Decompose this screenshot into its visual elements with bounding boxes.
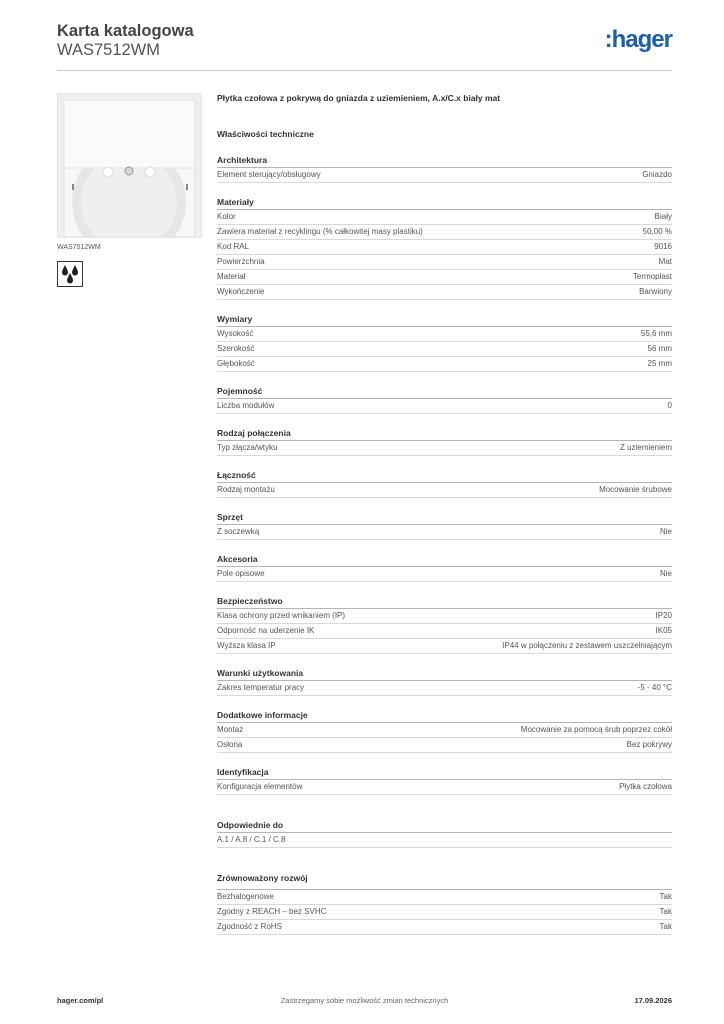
spec-label: Konfiguracja elementów [217, 782, 303, 791]
spec-value: Gniazdo [642, 170, 672, 179]
spec-row [217, 681, 672, 696]
spec-value: IP20 [655, 611, 672, 620]
spec-value: Biały [654, 212, 672, 221]
spec-group [217, 710, 672, 753]
spec-value: -5 - 40 °C [637, 683, 672, 692]
spec-row [217, 285, 672, 300]
spec-row [217, 833, 672, 848]
ip-drops-icon [57, 261, 83, 287]
group-title: Rodzaj połączenia [217, 428, 672, 441]
group-title: Pojemność [217, 386, 672, 399]
spec-value: Płytka czołowa [619, 782, 672, 791]
footer-disclaimer: Zastrzegamy sobie możliwość zmian technicznych [280, 996, 449, 1005]
spec-row [217, 270, 672, 285]
spec-value: Tak [659, 892, 672, 901]
spec-label: Materiał [217, 272, 246, 281]
spec-label: Zawiera materiał z recyklingu (% całkowitej masy plastiku) [217, 227, 423, 236]
spec-label: Zgodny z REACH – bez SVHC [217, 907, 327, 916]
spec-row [217, 624, 672, 639]
spec-value: Tak [659, 922, 672, 931]
spec-label: Kod RAL [217, 242, 250, 251]
spec-label: Głębokość [217, 359, 255, 368]
spec-label: Wyższa klasa IP [217, 641, 276, 650]
spec-value: Nie [659, 569, 672, 578]
spec-label: Z soczewką [217, 527, 260, 536]
spec-group [217, 596, 672, 654]
spec-value: IP44 w połączeniu z zestawem uszczelniającym [502, 641, 672, 650]
product-name: Płytka czołowa z pokrywą do gniazda z uziemieniem, A.x/C.x biały mat [217, 93, 501, 103]
spec-value: Tak [659, 907, 672, 916]
spec-value: 0 [667, 401, 672, 410]
spec-label: Kolor [217, 212, 236, 221]
spec-row [217, 225, 672, 240]
spec-value: IK05 [655, 626, 672, 635]
spec-value: 9016 [654, 242, 672, 251]
spec-label: Odporność na uderzenie IK [217, 626, 315, 635]
spec-value: Barwiony [639, 287, 672, 296]
spec-label: Osłona [217, 740, 243, 749]
product-image [57, 93, 202, 238]
group-title: Dodatkowe informacje [217, 710, 672, 723]
group-title: Wymiary [217, 314, 672, 327]
spec-row [217, 342, 672, 357]
spec-row [217, 168, 672, 183]
spec-value: 56 mm [647, 344, 672, 353]
spec-row [217, 905, 672, 920]
spec-value: 50,00 % [642, 227, 672, 236]
spec-row [217, 327, 672, 342]
spec-row [217, 920, 672, 935]
spec-group [217, 470, 672, 498]
group-title: Warunki użytkowania [217, 668, 672, 681]
spec-label: A.1 / A.8 / C.1 / C.8 [217, 835, 286, 844]
spec-row [217, 441, 672, 456]
group-title: Sprzęt [217, 512, 672, 525]
page-header [57, 20, 672, 71]
spec-value: Bez pokrywy [626, 740, 672, 749]
spec-label: Zgodność z RoHS [217, 922, 282, 931]
doc-code: WAS7512WM [57, 41, 160, 59]
doc-title: Karta katalogowa [57, 22, 194, 40]
group-suitable [217, 820, 672, 848]
spec-group [217, 197, 672, 300]
group-title: Akcesoria [217, 554, 672, 567]
group-title: Bezpieczeństwo [217, 596, 672, 609]
spec-label: Bezhalogenowe [217, 892, 274, 901]
left-column [57, 93, 202, 287]
spec-label: Zakres temperatur pracy [217, 683, 305, 692]
footer-website-link[interactable]: hager.com/pl [57, 996, 104, 1005]
spec-value: 25 mm [647, 359, 672, 368]
group-title: Identyfikacja [217, 767, 672, 780]
spec-group [217, 314, 672, 372]
group-title: Materiały [217, 197, 672, 210]
spec-row [217, 240, 672, 255]
section-title: Właściwości techniczne [217, 129, 314, 139]
spec-row [217, 609, 672, 624]
spec-label: Szerokość [217, 344, 255, 353]
spec-row [217, 639, 672, 654]
spec-group [217, 767, 672, 795]
spec-row [217, 399, 672, 414]
spec-row [217, 780, 672, 795]
spec-value: Mocowanie śrubowe [599, 485, 672, 494]
spec-value: 55,6 mm [640, 329, 672, 338]
spec-label: Rodzaj montażu [217, 485, 275, 494]
hager-logo: :hager [604, 26, 672, 53]
spec-row [217, 890, 672, 905]
group-title: Zrównoważony rozwój [217, 873, 672, 890]
spec-group [217, 512, 672, 540]
spec-label: Klasa ochrony przed wnikaniem (IP) [217, 611, 346, 620]
spec-label: Wysokość [217, 329, 254, 338]
spec-groups [217, 155, 672, 795]
spec-value: Mat [658, 257, 672, 266]
spec-group [217, 386, 672, 414]
spec-group [217, 554, 672, 582]
spec-label: Pole opisowe [217, 569, 265, 578]
image-caption: WAS7512WM [57, 244, 101, 251]
spec-row [217, 525, 672, 540]
spec-column [217, 93, 672, 935]
group-title: Architektura [217, 155, 672, 168]
spec-row [217, 357, 672, 372]
spec-label: Powierzchnia [217, 257, 265, 266]
spec-label: Element sterujący/obsługowy [217, 170, 321, 179]
group-title: Odpowiednie do [217, 820, 672, 833]
spec-group [217, 668, 672, 696]
spec-group [217, 155, 672, 183]
footer-date: 17.09.2026 [634, 996, 672, 1005]
spec-row [217, 723, 672, 738]
spec-label: Montaż [217, 725, 244, 734]
spec-value: Termoplast [632, 272, 672, 281]
spec-value: Z uziemieniem [619, 443, 672, 452]
spec-row [217, 483, 672, 498]
group-title: Łączność [217, 470, 672, 483]
spec-row [217, 738, 672, 753]
spec-row [217, 255, 672, 270]
spec-label: Liczba modułów [217, 401, 275, 410]
spec-row [217, 567, 672, 582]
spec-label: Wykończenie [217, 287, 265, 296]
group-sustainability [217, 873, 672, 935]
spec-value: Nie [659, 527, 672, 536]
spec-value: Mocowanie za pomocą śrub poprzez cokół [520, 725, 672, 734]
spec-group [217, 428, 672, 456]
spec-row [217, 210, 672, 225]
spec-label: Typ złącza/wtyku [217, 443, 278, 452]
